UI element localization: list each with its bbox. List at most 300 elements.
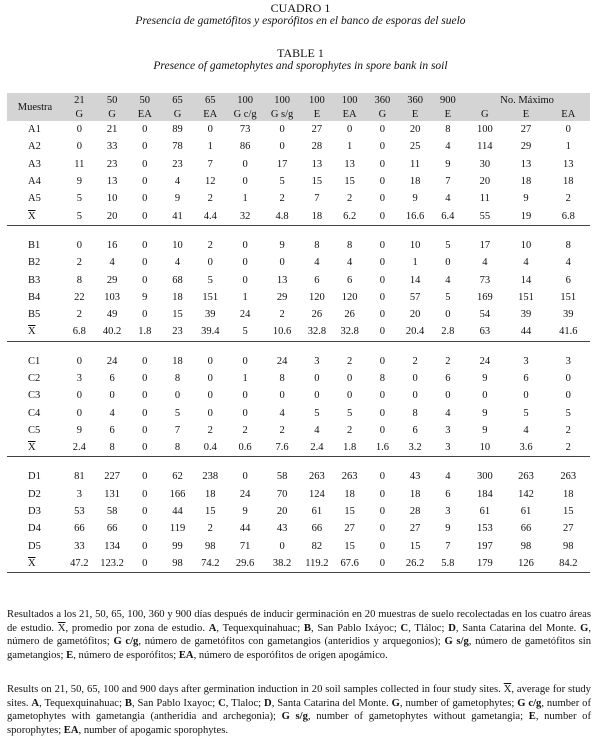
- table-cell: 15: [205, 506, 216, 518]
- table-cell: 0: [565, 373, 571, 384]
- table-cell: 4: [445, 193, 451, 205]
- table-cell: 24: [479, 355, 491, 367]
- table-cell: 0: [128, 207, 161, 225]
- table-cell: 27: [311, 124, 323, 136]
- table-cell: 9: [482, 407, 488, 419]
- table-cell: 0: [76, 124, 82, 136]
- table-cell: 4: [109, 257, 115, 269]
- table-cell: 5.8: [431, 555, 464, 573]
- table-row: [7, 387, 590, 404]
- table-cell: 28: [409, 506, 421, 518]
- table-cell: 4: [482, 257, 488, 269]
- table-cell: 0: [279, 257, 285, 269]
- table-cell: 9: [482, 373, 488, 384]
- table-cell: 4: [445, 471, 451, 483]
- table-cell: 71: [239, 540, 251, 552]
- table-cell: 39: [563, 309, 574, 321]
- abbreviation: G c/g: [113, 636, 139, 647]
- table-cell: 1: [242, 291, 248, 303]
- table-row: [7, 173, 590, 190]
- table-cell: 13: [520, 158, 532, 170]
- table-cell: 0: [142, 523, 148, 535]
- table-cell: 0: [412, 373, 418, 384]
- table-cell: 9: [412, 193, 418, 205]
- group-spacer: [7, 225, 590, 237]
- table-cell: 27: [344, 523, 355, 535]
- group-spacer: [7, 341, 590, 353]
- table-cell: 32.8: [333, 323, 366, 341]
- table-cell: 18: [205, 488, 216, 500]
- note-text: , number of gametophytes;: [399, 697, 518, 709]
- table-cell: 9: [445, 523, 451, 535]
- table-row: [7, 486, 590, 503]
- spore-bank-table: [7, 93, 590, 573]
- sample-label: A2: [28, 141, 41, 153]
- column-header-type: G: [161, 107, 194, 121]
- table-cell: 18: [409, 176, 421, 188]
- table-cell: 89: [172, 124, 183, 136]
- sample-label: B2: [28, 257, 41, 269]
- table-cell: 179: [464, 555, 505, 573]
- table-cell: 0: [76, 355, 82, 367]
- table-cell: 3: [76, 488, 82, 500]
- table-cell: 54: [479, 309, 491, 321]
- table-cell: 151: [518, 291, 534, 303]
- table-cell: 26: [311, 309, 323, 321]
- table-row: [7, 138, 590, 155]
- table-cell: 66: [106, 523, 118, 535]
- table-cell: 21: [106, 124, 118, 136]
- table-cell: 32: [227, 207, 264, 225]
- table-cell: 7: [314, 193, 320, 205]
- table-cell: 27: [520, 124, 532, 136]
- table-cell: 20: [479, 176, 491, 188]
- table-cell: 263: [518, 471, 534, 483]
- abbreviation: G: [391, 697, 400, 709]
- table-cell: 27: [409, 523, 421, 535]
- table-cell: 0: [445, 390, 451, 402]
- sample-label: B3: [28, 274, 41, 286]
- table-cell: 0: [207, 124, 213, 136]
- table-row: [7, 156, 590, 173]
- note-text: , Santa Catarina del Monte.: [455, 622, 581, 634]
- abbreviation: B: [303, 622, 311, 634]
- table-cell: 2: [207, 424, 213, 436]
- sample-label: A5: [28, 193, 41, 205]
- table-cell: 0: [314, 390, 320, 402]
- table-cell: 0: [242, 158, 248, 170]
- column-header-type: E: [399, 107, 432, 121]
- table-cell: 27: [563, 523, 574, 535]
- table-cell: 0: [379, 471, 385, 483]
- table-cell: 0: [565, 390, 571, 402]
- table-cell: 2: [207, 239, 213, 251]
- table-cell: 6.8: [547, 207, 590, 225]
- table-row: [7, 289, 590, 306]
- table-cell: 227: [104, 471, 120, 483]
- table-cell: 24: [276, 355, 288, 367]
- table-cell: 2: [347, 355, 353, 367]
- abbreviation: B: [124, 697, 132, 709]
- table-header: [7, 93, 590, 121]
- table-cell: 3.2: [399, 439, 432, 457]
- table-cell: 14: [520, 274, 532, 286]
- table-cell: 5: [227, 323, 264, 341]
- table-cell: 15: [311, 176, 323, 188]
- table-cell: 41.6: [547, 323, 590, 341]
- column-header-type: EA: [333, 107, 366, 121]
- table-cell: 6: [347, 274, 353, 286]
- table-cell: 2: [347, 193, 353, 205]
- table-cell: 5: [565, 407, 571, 419]
- table-cell: 0: [379, 424, 385, 436]
- abbreviation: D: [264, 697, 272, 709]
- table-cell: 8: [96, 439, 129, 457]
- table-cell: 20: [96, 207, 129, 225]
- table-cell: 0: [412, 390, 418, 402]
- table-cell: 0: [366, 207, 399, 225]
- table-cell: 66: [74, 523, 85, 535]
- header-row-types: [7, 107, 590, 121]
- column-header-type: G s/g: [264, 107, 301, 121]
- table-cell: 0: [142, 193, 148, 205]
- table-cell: 39: [205, 309, 216, 321]
- table-cell: 0: [142, 355, 148, 367]
- table-cell: 18: [172, 355, 183, 367]
- note-text: , number of apogamic sporophytes.: [78, 724, 228, 736]
- table-cell: 3: [445, 424, 451, 436]
- abbreviation: A: [31, 697, 40, 709]
- table-cell: 4: [174, 176, 181, 188]
- table-cell: 4: [523, 424, 529, 436]
- table-cell: 70: [276, 488, 288, 500]
- table-cell: 0: [279, 390, 285, 402]
- column-header-day: 50: [96, 93, 129, 107]
- table-cell: 98: [520, 540, 532, 552]
- table-cell: 44: [505, 323, 546, 341]
- sample-label: C4: [28, 407, 41, 419]
- table-cell: 61: [311, 506, 323, 518]
- table-cell: 0: [379, 291, 385, 303]
- table-cell: 238: [202, 471, 219, 483]
- table-cell: 120: [309, 291, 325, 303]
- note-text: , número de gametófitos con gametangios (anteridios y arquegonios);: [138, 636, 445, 647]
- column-header-type: E: [301, 107, 334, 121]
- table-cell: 0: [207, 355, 213, 367]
- table-cell: 0: [565, 124, 571, 136]
- table-cell: 0: [379, 407, 385, 419]
- table-cell: 0: [379, 488, 385, 500]
- table-cell: 28: [311, 141, 323, 153]
- table-cell: 13: [276, 274, 288, 286]
- table-cell: 0: [445, 309, 451, 321]
- table-cell: 0: [482, 390, 488, 402]
- table-cell: 98: [161, 555, 194, 573]
- table-cell: 74.2: [194, 555, 227, 573]
- table-cell: 0.6: [227, 439, 264, 457]
- table-cell: 0: [207, 257, 213, 269]
- table-cell: 7.6: [264, 439, 301, 457]
- table-cell: 47.2: [63, 555, 96, 573]
- column-header-day: 21: [63, 93, 96, 107]
- column-header-day: 360: [366, 93, 399, 107]
- table-cell: 1: [207, 141, 213, 153]
- table-cell: 0: [279, 124, 285, 136]
- table-cell: 39.4: [194, 323, 227, 341]
- column-header-max-type: EA: [547, 107, 590, 121]
- note-text: , Tláloc;: [408, 622, 449, 634]
- spacer-cell: [7, 341, 590, 353]
- table-cell: 2: [565, 193, 571, 205]
- table-cell: 49: [106, 309, 118, 321]
- table-cell: 18: [301, 207, 334, 225]
- table-cell: 6: [109, 373, 115, 384]
- table-cell: 9: [142, 291, 148, 303]
- table-cell: 119.2: [301, 555, 334, 573]
- table-cell: 3: [314, 355, 320, 367]
- row-header: Muestra: [7, 93, 63, 121]
- table-cell: 6: [445, 488, 451, 500]
- table-subtitle-es: Presencia de gametófitos y esporófitos en el banco de esporas del suelo: [135, 15, 466, 27]
- table-cell: 15: [344, 176, 355, 188]
- sample-label: B4: [28, 291, 41, 303]
- table-cell: 26: [344, 309, 355, 321]
- note-text: , número de esporófitos;: [73, 649, 179, 661]
- table-cell: 7: [207, 158, 213, 170]
- table-cell: 26.2: [399, 555, 432, 573]
- table-cell: 7: [445, 176, 451, 188]
- table-row: [7, 353, 590, 370]
- table-cell: 0: [76, 239, 82, 251]
- abbreviation: EA: [63, 724, 79, 736]
- table-cell: 263: [341, 471, 358, 483]
- table-cell: 0: [379, 274, 385, 286]
- table-cell: 8: [161, 439, 194, 457]
- table-cell: 1.8: [333, 439, 366, 457]
- table-cell: 100: [476, 124, 493, 136]
- table-cell: 10: [172, 239, 183, 251]
- table-cell: 98: [205, 540, 216, 552]
- table-cell: 197: [476, 540, 493, 552]
- table-cell: 0: [242, 274, 248, 286]
- table-cell: 2: [279, 193, 285, 205]
- note-text: Results on 21, 50, 65, 100 and 900 days after germination induction in 20 soil samples collected in four study sites.: [7, 684, 504, 695]
- note-text: , número de gametófitos;: [7, 622, 591, 647]
- table-row: [7, 237, 590, 254]
- table-cell: 29.6: [227, 555, 264, 573]
- note-text: , average for study sites.: [7, 684, 591, 709]
- table-cell: 9: [242, 506, 248, 518]
- spacer-cell: [7, 457, 590, 469]
- table-cell: 63: [464, 323, 505, 341]
- table-cell: 1: [412, 257, 418, 269]
- caption-english: [0, 47, 601, 73]
- column-header-max: No. Máximo: [464, 93, 590, 107]
- table-cell: 41: [161, 207, 194, 225]
- table-cell: 0: [76, 141, 82, 153]
- abbreviation: A: [208, 622, 217, 634]
- column-header-day: 100: [301, 93, 334, 107]
- table-cell: 16.6: [399, 207, 432, 225]
- table-cell: 39: [520, 309, 532, 321]
- table-cell: 20: [276, 506, 288, 518]
- table-cell: 0: [242, 390, 248, 402]
- table-cell: 11: [479, 193, 490, 205]
- table-cell: 0: [379, 239, 385, 251]
- table-cell: 17: [479, 239, 491, 251]
- sample-label: A4: [28, 176, 41, 188]
- table-cell: 0: [142, 124, 148, 136]
- note-text: , Santa Catarina del Monte.: [271, 697, 392, 709]
- sample-label: C1: [28, 355, 41, 367]
- table-cell: 0: [128, 555, 161, 573]
- column-header-max-type: G: [464, 107, 505, 121]
- table-cell: 57: [409, 291, 421, 303]
- table-cell: 103: [104, 291, 120, 303]
- table-cell: 0: [445, 257, 451, 269]
- table-cell: 5: [445, 239, 451, 251]
- table-cell: 0: [142, 158, 148, 170]
- table-cell: 134: [104, 540, 120, 552]
- table-cell: 6: [523, 373, 529, 384]
- table-cell: 10: [409, 239, 421, 251]
- table-cell: 2.4: [301, 439, 334, 457]
- mean-symbol: $\overline{X}$: [57, 622, 66, 634]
- table-cell: 14: [409, 274, 421, 286]
- table-cell: 5: [207, 274, 213, 286]
- table-cell: 43: [276, 523, 288, 535]
- mean-row: [7, 207, 590, 225]
- table-cell: 33: [106, 141, 118, 153]
- table-title-es: CUADRO 1: [270, 1, 331, 15]
- sample-label: B5: [28, 309, 41, 321]
- note-text: Resultados a los 21, 50, 65, 100, 360 y 900 días después de inducir germinación en 20 muestras de suelo recolectadas en los cuatro áreas de estudio.: [7, 609, 591, 634]
- table-cell: 5: [347, 407, 353, 419]
- table-cell: 0: [142, 309, 148, 321]
- table-body: [7, 121, 590, 573]
- table-cell: 0: [379, 257, 385, 269]
- table-cell: 18: [563, 176, 574, 188]
- table-cell: 62: [172, 471, 183, 483]
- table-cell: 18: [563, 488, 574, 500]
- table-cell: 5: [314, 407, 320, 419]
- table-cell: 0: [76, 390, 82, 402]
- table-cell: 18: [344, 488, 355, 500]
- abbreviation: G s/g: [444, 636, 469, 647]
- table-cell: 4.8: [264, 207, 301, 225]
- mean-label: $\overline{X}$: [7, 555, 63, 573]
- note-text: , number of gametophytes with gametangia (antheridia and archegonia);: [7, 697, 591, 722]
- table-cell: 0: [207, 373, 213, 384]
- table-cell: 0: [142, 176, 148, 188]
- abbreviation: C: [400, 622, 409, 634]
- table-cell: 82: [311, 540, 323, 552]
- table-cell: 0: [347, 124, 353, 136]
- table-cell: 11: [74, 158, 85, 170]
- table-cell: 24: [239, 309, 251, 321]
- table-cell: 23: [172, 158, 183, 170]
- table-cell: 58: [276, 471, 288, 483]
- table-cell: 0: [142, 471, 148, 483]
- table-cell: 6.4: [431, 207, 464, 225]
- table-cell: 0: [379, 523, 385, 535]
- table-cell: 2: [412, 355, 418, 367]
- mean-symbol: $\overline{X}$: [503, 684, 512, 695]
- table-cell: 4: [109, 407, 115, 419]
- table-row: [7, 468, 590, 485]
- table-cell: 8: [279, 373, 285, 384]
- table-cell: 8: [565, 239, 571, 251]
- abbreviation: E: [528, 711, 536, 722]
- table-cell: 3.6: [505, 439, 546, 457]
- sample-label: D2: [28, 488, 41, 500]
- table-cell: 2: [207, 193, 213, 205]
- note-text: , número de esporófitos de origen apogámico.: [193, 649, 388, 661]
- table-cell: 4: [314, 257, 320, 269]
- table-row: [7, 538, 590, 555]
- table-cell: 0: [379, 390, 385, 402]
- mean-label: $\overline{X}$: [7, 323, 63, 341]
- table-cell: 11: [410, 158, 421, 170]
- table-cell: 126: [505, 555, 546, 573]
- table-cell: 2: [207, 523, 213, 535]
- table-cell: 10: [106, 193, 118, 205]
- note-text: , San Pablo Ixáyoc;: [311, 622, 401, 634]
- table-cell: 9: [279, 239, 285, 251]
- table-cell: 2.8: [431, 323, 464, 341]
- table-cell: 151: [560, 291, 577, 303]
- table-cell: 68: [172, 274, 183, 286]
- table-cell: 0: [207, 390, 213, 402]
- sample-label: C3: [28, 390, 41, 402]
- table-cell: 5: [279, 176, 285, 188]
- table-cell: 120: [341, 291, 358, 303]
- table-cell: 0: [242, 407, 248, 419]
- table-row: [7, 370, 590, 387]
- table-cell: 30: [479, 158, 491, 170]
- column-header-day: 100: [264, 93, 301, 107]
- column-header-day: 900: [431, 93, 464, 107]
- note-text: , number of sporophytes;: [7, 711, 591, 736]
- table-cell: 32.8: [301, 323, 334, 341]
- table-cell: 2: [445, 355, 451, 367]
- table-cell: 18: [172, 291, 183, 303]
- abbreviation: E: [66, 649, 74, 661]
- table-row: [7, 190, 590, 207]
- table-cell: 3: [523, 355, 529, 367]
- table-cell: 151: [202, 291, 219, 303]
- table-subtitle-en: Presence of gametophytes and sporophytes in spore bank in soil: [153, 60, 448, 72]
- table-cell: 44: [239, 523, 251, 535]
- table-cell: 8: [379, 373, 385, 384]
- table-cell: 78: [172, 141, 183, 153]
- table-cell: 15: [172, 309, 183, 321]
- mean-row: [7, 323, 590, 341]
- abbreviation: G s/g: [281, 711, 308, 722]
- table-cell: 6.2: [333, 207, 366, 225]
- table-cell: 0: [142, 506, 148, 518]
- table-cell: 184: [476, 488, 493, 500]
- column-header-day: 50: [128, 93, 161, 107]
- table-cell: 4: [523, 257, 529, 269]
- table-cell: 9: [76, 424, 82, 436]
- column-header-day: 100: [227, 93, 264, 107]
- table-cell: 0: [109, 390, 115, 402]
- table-cell: 73: [239, 124, 251, 136]
- table-cell: 6: [109, 424, 115, 436]
- table-cell: 5: [523, 407, 529, 419]
- table-cell: 131: [104, 488, 120, 500]
